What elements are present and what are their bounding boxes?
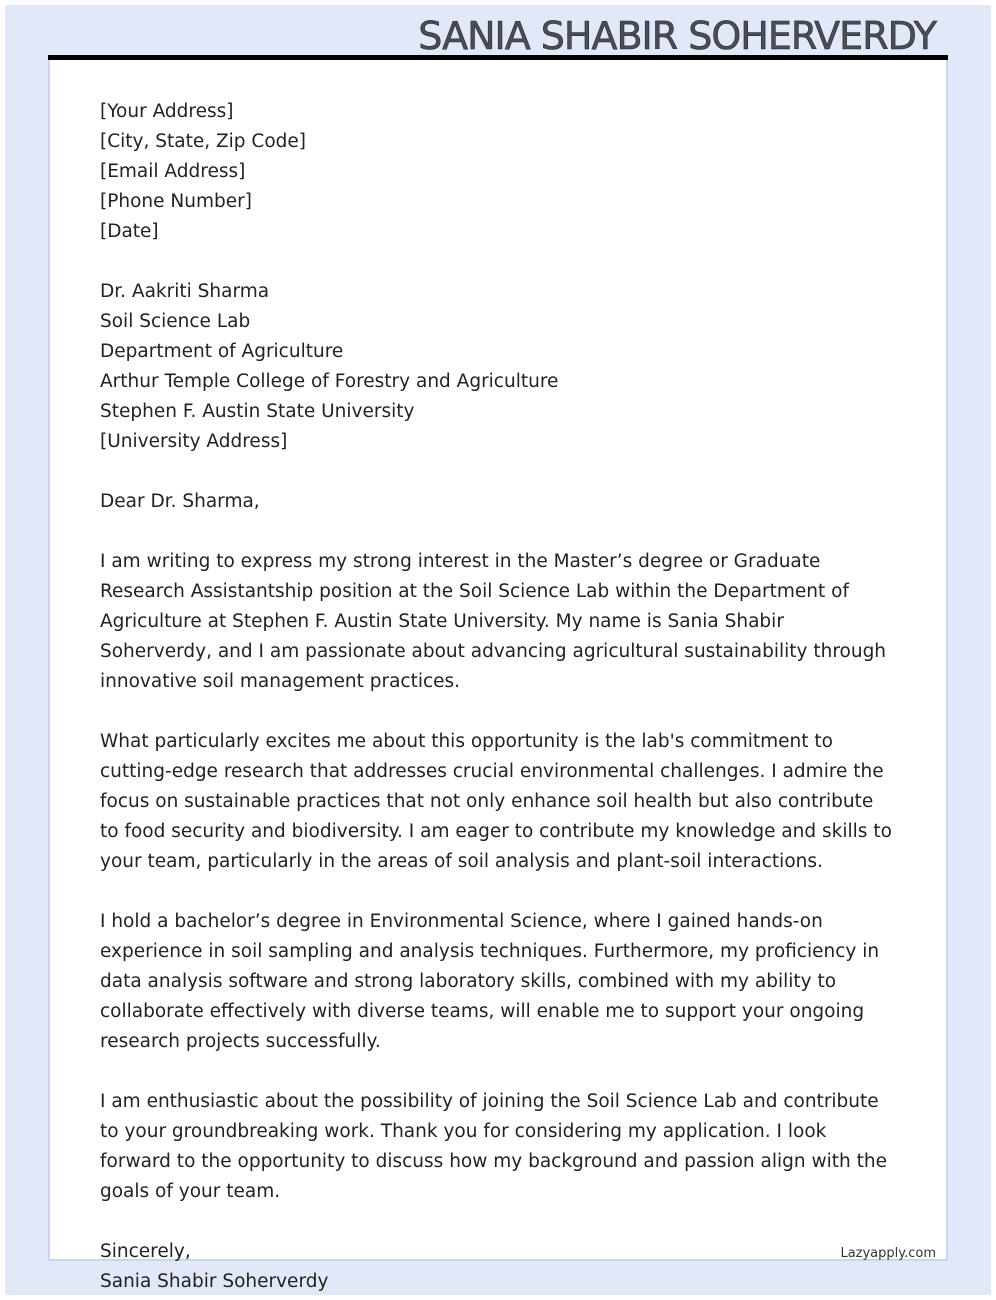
recipient-block <box>100 277 900 457</box>
recipient-address: [University Address] <box>100 431 288 452</box>
recipient-college: Arthur Temple College of Forestry and Agriculture <box>100 371 559 392</box>
recipient-name: Dr. Aakriti Sharma <box>100 281 270 302</box>
sender-block <box>100 97 900 247</box>
salutation: Dear Dr. Sharma, <box>100 491 260 512</box>
applicant-name-heading: SANIA SHABIR SOHERVERDY <box>418 14 936 58</box>
signature-name: Sania Shabir Soherverdy <box>100 1271 329 1292</box>
letter-date: [Date] <box>100 221 159 242</box>
watermark-text: Lazyapply.com <box>840 1246 936 1261</box>
valediction: Sincerely, <box>100 1241 191 1262</box>
sender-city-state-zip: [City, State, Zip Code] <box>100 131 306 152</box>
sender-address: [Your Address] <box>100 101 234 122</box>
body-paragraph-3: I hold a bachelor’s degree in Environmental Science, where I gained hands-on experience in soil sampling and analysis techniques. Furthermore, my proficiency in data analysis software and strong laboratory skills, combined with my ability to collaborate effectively with diverse teams, will enable me to support your ongoing research projects successfully. <box>100 911 880 1052</box>
body-paragraph-2: What particularly excites me about this opportunity is the lab's commitment to cutting-edge research that addresses crucial environmental challenges. I admire the focus on sustainable practices that not only enhance soil health but also contribute to food security and biodiversity. I am eager to contribute my knowledge and skills to your team, particularly in the areas of soil analysis and plant-soil interactions. <box>100 731 892 872</box>
body-paragraph-1: I am writing to express my strong interest in the Master’s degree or Graduate Research Assistantship position at the Soil Science Lab within the Department of Agriculture at Stephen F. Austin State University. My name is Sania Shabir Soherverdy, and I am passionate about advancing agricultural sustainability through innovative soil management practices. <box>100 551 887 692</box>
recipient-department: Department of Agriculture <box>100 341 344 362</box>
cover-letter <box>100 97 900 1297</box>
recipient-lab: Soil Science Lab <box>100 311 251 332</box>
sender-email: [Email Address] <box>100 161 246 182</box>
sender-phone: [Phone Number] <box>100 191 252 212</box>
recipient-university: Stephen F. Austin State University <box>100 401 415 422</box>
body-paragraph-4: I am enthusiastic about the possibility of joining the Soil Science Lab and contribute to your groundbreaking work. Thank you for considering my application. I look forward to the opportunity to discuss how my background and passion align with the goals of your team. <box>100 1091 887 1202</box>
